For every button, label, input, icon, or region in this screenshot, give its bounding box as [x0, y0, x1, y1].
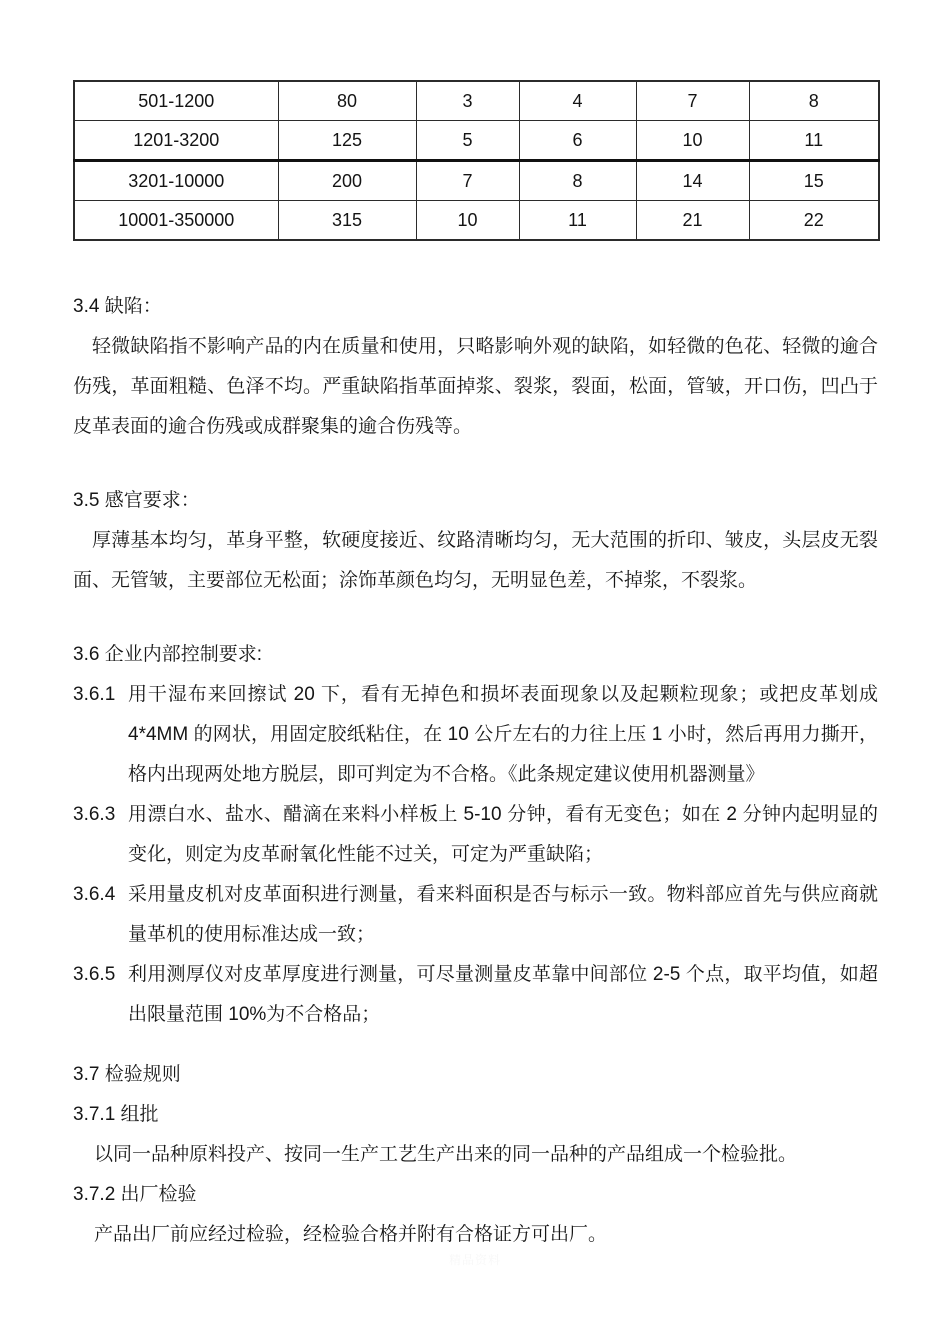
clause-text: 利用测厚仪对皮革厚度进行测量，可尽量测量皮革靠中间部位 2-5 个点，取平均值，如超出限量范围 10%为不合格品； — [128, 964, 878, 1025]
clause-number: 3.6.3 — [73, 804, 116, 825]
clause-text: 采用量皮机对皮革面积进行测量，看来料面积是否与标示一致。物料部应首先与供应商就量革机的使用标准达成一致； — [128, 884, 878, 945]
table-cell: 15 — [749, 161, 879, 201]
table-cell: 315 — [278, 201, 416, 241]
section-3-4-heading: 3.4 缺陷： — [73, 296, 162, 317]
clause-text: 用漂白水、盐水、醋滴在来料小样板上 5-10 分钟，看有无变色；如在 2 分钟内起明显的变化，则定为皮革耐氧化性能不过关，可定为严重缺陷； — [128, 804, 878, 865]
clause-number: 3.6.4 — [73, 884, 116, 905]
table-cell: 1201-3200 — [74, 121, 278, 161]
table-row — [74, 201, 879, 241]
section-3-7-1-paragraph: 以同一品种原料投产、按同一生产工艺生产出来的同一品种的产品组成一个检验批。 — [94, 1144, 798, 1165]
document-content — [73, 80, 878, 1255]
section-3-6-heading: 3.6 企业内部控制要求: — [73, 644, 262, 665]
section-3-5-paragraph: 厚薄基本均匀，革身平整，软硬度接近、纹路清晰均匀，无大范围的折印、皱皮，头层皮无裂面、无管皱，主要部位无松面；涂饰革颜色均匀，无明显色差，不掉浆，不裂浆。 — [73, 530, 878, 591]
table-row — [74, 81, 879, 121]
section-3-5 — [73, 481, 878, 601]
clause-number: 3.6.1 — [73, 684, 116, 705]
section-3-7-2-paragraph: 产品出厂前应经过检验，经检验合格并附有合格证方可出厂。 — [94, 1224, 608, 1245]
section-3-4 — [73, 287, 878, 447]
table-cell: 10001-350000 — [74, 201, 278, 241]
table-row — [74, 161, 879, 201]
table-cell: 7 — [416, 161, 519, 201]
table-cell: 3201-10000 — [74, 161, 278, 201]
table-cell: 125 — [278, 121, 416, 161]
table-cell: 501-1200 — [74, 81, 278, 121]
table-cell: 8 — [519, 161, 636, 201]
section-3-7 — [73, 1055, 878, 1255]
table-cell: 4 — [519, 81, 636, 121]
clause-3-6-1 — [73, 675, 878, 795]
clause-3-6-3 — [73, 795, 878, 875]
watermark: 精品资料 — [448, 1253, 502, 1267]
table-cell: 10 — [636, 121, 749, 161]
clause-text: 用干湿布来回擦试 20 下，看有无掉色和损坏表面现象以及起颗粒现象；或把皮革划成 4*4MM 的网状，用固定胶纸粘住，在 10 公斤左右的力往上压 1 小时，然后再用力撕开，格内出现两处地方脱层，即可判定为不合格。《此条规定建议使用机器测量》 — [128, 684, 878, 785]
section-3-4-paragraph: 轻微缺陷指不影响产品的内在质量和使用，只略影响外观的缺陷，如轻微的色花、轻微的逾合伤残，革面粗糙、色泽不均。严重缺陷指革面掉浆、裂浆，裂面，松面，管皱，开口伤，凹凸于皮革表面的逾合伤残或成群聚集的逾合伤残等。 — [73, 336, 878, 437]
table-cell: 3 — [416, 81, 519, 121]
clause-3-6-4 — [73, 875, 878, 955]
table-cell: 14 — [636, 161, 749, 201]
table-cell: 22 — [749, 201, 879, 241]
section-3-7-1-heading: 3.7.1 组批 — [73, 1104, 159, 1125]
section-3-5-heading: 3.5 感官要求： — [73, 490, 200, 511]
table-cell: 200 — [278, 161, 416, 201]
table-cell: 21 — [636, 201, 749, 241]
table-cell: 11 — [749, 121, 879, 161]
section-3-7-2-heading: 3.7.2 出厂检验 — [73, 1184, 197, 1205]
clause-number: 3.6.5 — [73, 964, 116, 985]
table-cell: 6 — [519, 121, 636, 161]
table-cell: 11 — [519, 201, 636, 241]
table-cell: 7 — [636, 81, 749, 121]
table-cell: 10 — [416, 201, 519, 241]
table-cell: 5 — [416, 121, 519, 161]
section-3-6 — [73, 635, 878, 1035]
section-3-7-heading: 3.7 检验规则 — [73, 1064, 181, 1085]
sampling-table — [73, 80, 880, 241]
table-row — [74, 121, 879, 161]
table-cell: 80 — [278, 81, 416, 121]
table-cell: 8 — [749, 81, 879, 121]
clause-3-6-5 — [73, 955, 878, 1035]
